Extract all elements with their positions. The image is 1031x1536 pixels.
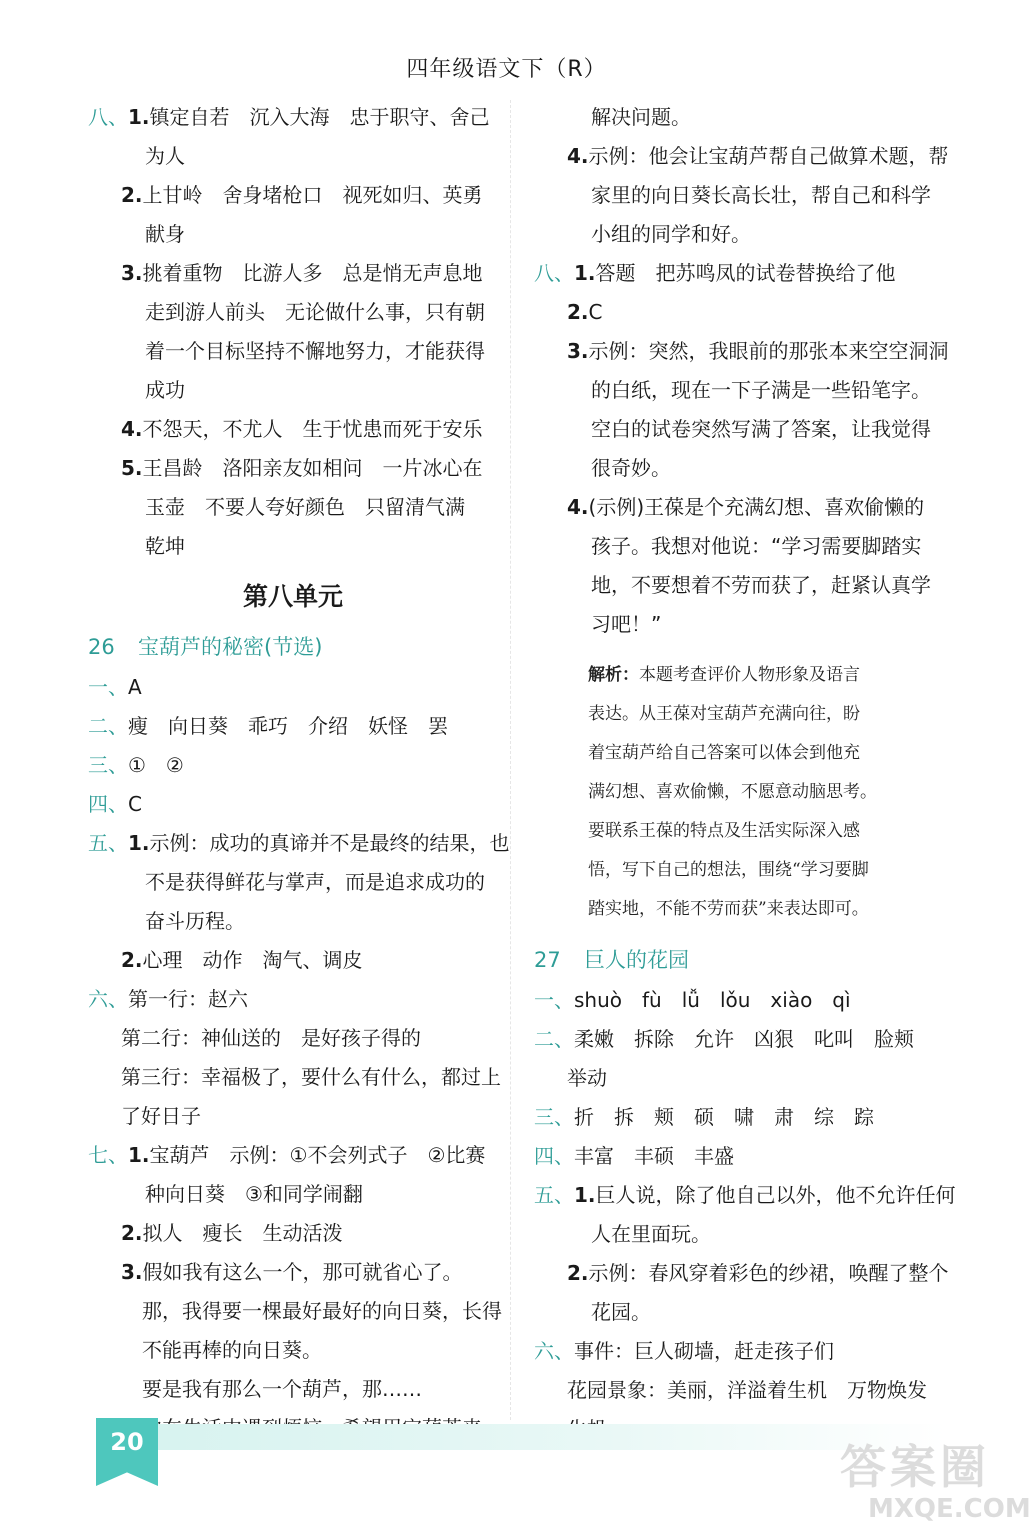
- answer-line: 走到游人前头 无论做什么事，只有朝: [145, 300, 485, 324]
- spacer: [534, 644, 944, 656]
- answer-line: 二、柔嫩 拆除 允许 凶狠 叱叫 脸颊: [534, 1027, 914, 1051]
- analysis-line: 满幻想、喜欢偷懒，不愿意动脑思考。: [588, 782, 877, 802]
- answer-line: 要是我有那么一个葫芦，那……: [142, 1377, 422, 1401]
- answer-line: 八、1.答题 把苏鸣凤的试卷替换给了他: [534, 261, 896, 285]
- answer-line: 3.示例：突然，我眼前的那张本来空空洞洞: [567, 339, 949, 363]
- answer-line: 成功: [145, 378, 185, 402]
- watermark-url: MXQE.COM: [868, 1494, 1031, 1524]
- answer-line: 八、1.镇定自若 沉入大海 忠于职守、舍己: [88, 105, 490, 129]
- answer-line: 那，我得要一棵最好最好的向日葵，长得: [142, 1299, 502, 1323]
- lesson-heading: [88, 626, 498, 668]
- answer-line: 地，不要想着不劳而获了，赶紧认真学: [591, 573, 931, 597]
- footer-band: [96, 1424, 946, 1450]
- answer-line: 六、第一行：赵六: [88, 987, 248, 1011]
- column-divider: [510, 100, 511, 1420]
- answer-line: 的白纸，现在一下子满是一些铅笔字。: [591, 378, 931, 402]
- answer-line: 家里的向日葵长高长壮，帮自己和科学: [591, 183, 931, 207]
- answer-line: 四、丰富 丰硕 丰盛: [534, 1144, 734, 1168]
- answer-line: 一、A: [88, 675, 142, 699]
- section-marker: 八、: [88, 105, 128, 129]
- answer-line: 三、① ②: [88, 753, 184, 777]
- watermark-text: 答案圈: [840, 1440, 990, 1494]
- answer-line: 不是获得鲜花与掌声，而是追求成功的: [145, 870, 485, 894]
- answer-line: 五、1.示例：成功的真谛并不是最终的结果，也: [88, 831, 510, 855]
- answer-line: 奋斗历程。: [145, 909, 245, 933]
- answer-line: 解决问题。: [591, 105, 691, 129]
- analysis-line: 要联系王葆的特点及生活实际深入感: [588, 821, 860, 841]
- answer-line: 习吧！”: [591, 612, 662, 636]
- answer-line: 空白的试卷突然写满了答案，让我觉得: [591, 417, 931, 441]
- answer-line: 一、shuò fù lǚ lǒu xiào qì: [534, 988, 851, 1012]
- answer-line: 4.(示例)王葆是个充满幻想、喜欢偷懒的: [567, 495, 925, 519]
- answer-line: 2.示例：春风穿着彩色的纱裙，唤醒了整个: [567, 1261, 949, 1285]
- answer-line: 2.拟人 瘦长 生动活泼: [121, 1221, 343, 1245]
- lesson-number: 26: [88, 635, 115, 659]
- analysis-line: 着宝葫芦给自己答案可以体会到他充: [588, 743, 860, 763]
- lesson-title: 宝葫芦的秘密(节选): [138, 635, 323, 659]
- answer-line: 六、事件：巨人砌墙，赶走孩子们: [534, 1339, 834, 1363]
- answer-line: 孩子。我想对他说：“学习需要脚踏实: [591, 534, 922, 558]
- lesson-number: 27: [534, 948, 561, 972]
- answer-line: 乾坤: [145, 534, 185, 558]
- answer-line: 2.心理 动作 淘气、调皮: [121, 948, 363, 972]
- answer-line: 2.上甘岭 舍身堵枪口 视死如归、英勇: [121, 183, 483, 207]
- analysis-line: 表达。从王葆对宝葫芦充满向往，盼: [588, 704, 860, 724]
- answer-line: 玉壶 不要人夸好颜色 只留清气满: [145, 495, 465, 519]
- answer-line: 第二行：神仙送的 是好孩子得的: [121, 1026, 421, 1050]
- answer-line: 不能再棒的向日葵。: [142, 1338, 322, 1362]
- answer-line: 小组的同学和好。: [591, 222, 751, 246]
- left-column: [88, 98, 510, 1448]
- page-number: 20: [110, 1428, 144, 1456]
- answer-line: 为人: [145, 144, 185, 168]
- answer-line: 人在里面玩。: [591, 1222, 711, 1246]
- answer-line: 三、折 拆 颊 硕 啸 肃 综 踪: [534, 1105, 874, 1129]
- answer-line: 七、1.宝葫芦 示例：①不会列式子 ②比赛: [88, 1143, 486, 1167]
- answer-line: 5.王昌龄 洛阳亲友如相问 一片冰心在: [121, 456, 483, 480]
- answer-line: 举动: [567, 1066, 607, 1090]
- analysis-line: 踏实地，不能不劳而获”来表达即可。: [588, 899, 869, 919]
- analysis-label: 解析：: [588, 665, 639, 685]
- page-header: 四年级语文下（R）: [406, 57, 607, 82]
- answer-line: 四、C: [88, 792, 142, 816]
- unit-title: 第八单元: [242, 582, 343, 611]
- right-column: [534, 98, 956, 1449]
- answer-line: 了好日子: [121, 1104, 201, 1128]
- answer-line: 种向日葵 ③和同学闹翻: [145, 1182, 363, 1206]
- analysis-line: 解析：本题考查评价人物形象及语言: [588, 665, 860, 685]
- answer-line: 二、瘦 向日葵 乖巧 介绍 妖怪 罢: [88, 714, 448, 738]
- lesson-title: 巨人的花园: [584, 948, 689, 972]
- answer-line: 2.C: [567, 300, 603, 324]
- answer-line: 花园。: [591, 1300, 651, 1324]
- answer-line: 花园景象：美丽，洋溢着生机 万物焕发: [567, 1378, 927, 1402]
- lesson-heading: [534, 939, 944, 981]
- answer-line: 4.不怨天，不尤人 生于忧患而死于安乐: [121, 417, 483, 441]
- answer-line: 第三行：幸福极了，要什么有什么，都过上: [121, 1065, 501, 1089]
- watermark-logo: [840, 1440, 1031, 1532]
- answer-line: 4.示例：他会让宝葫芦帮自己做算术题，帮: [567, 144, 949, 168]
- answer-line: 3.假如我有这么一个，那可就省心了。: [121, 1260, 463, 1284]
- answer-line: 献身: [145, 222, 185, 246]
- answer-line: 着一个目标坚持不懈地努力，才能获得: [145, 339, 485, 363]
- analysis-line: 悟，写下自己的想法，围绕“学习要脚: [588, 860, 869, 880]
- answer-line: 很奇妙。: [591, 456, 671, 480]
- answer-line: 3.挑着重物 比游人多 总是悄无声息地: [121, 261, 483, 285]
- answer-line: 五、1.巨人说，除了他自己以外，他不允许任何: [534, 1183, 956, 1207]
